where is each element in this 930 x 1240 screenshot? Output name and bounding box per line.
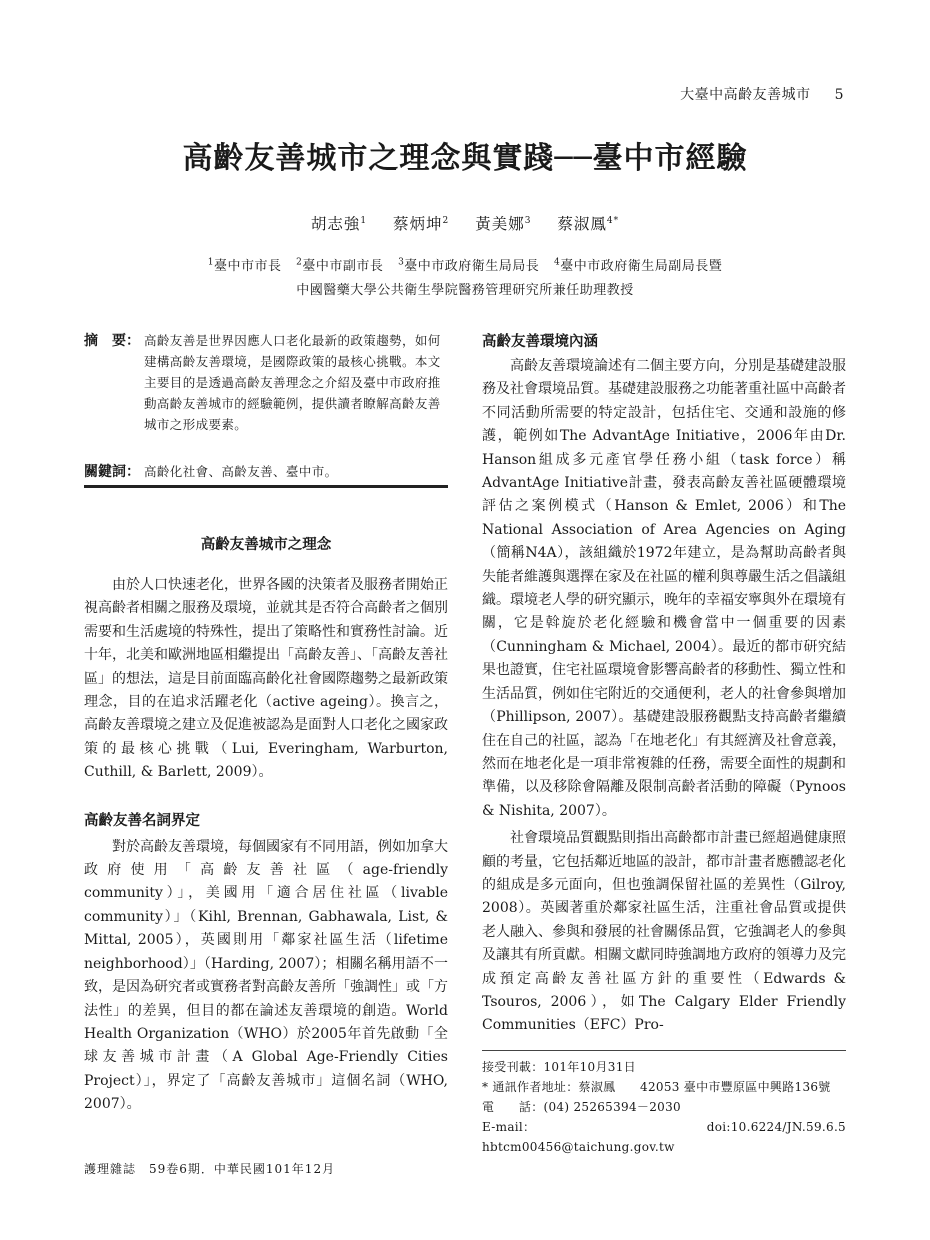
running-header	[680, 84, 844, 104]
email-doi-line	[482, 1117, 846, 1157]
paragraph-concept: 由於人口快速老化，世界各國的決策者及服務者開始正視高齡者相關之服務及環境，並就其是否符合高齡者之個別需要和生活處境的特殊性，提出了策略性和實務性討論。近十年，北美和歐洲地區相繼提出「高齡友善」、「高齡友善社區」的想法，這是目前面臨高齡化社會國際趨勢之最新政策理念，目的在追求活躍老化（active ageing）。換言之，高齡友善環境之建立及促進被認為是面對人口老化之國家政策的最核心挑戰（Lui, Everingham, Warburton, Cuthill, & Barlett, 2009）。	[84, 577, 448, 781]
affiliation-1: $^1$臺中市市長	[207, 257, 282, 274]
author-4: 蔡淑鳳$^{4*}$	[557, 215, 620, 233]
footnotes	[482, 1057, 846, 1157]
section-title-concept: 高齡友善城市之理念	[200, 537, 332, 553]
page-number: 5	[834, 87, 844, 103]
section-title-terminology: 高齡友善名詞界定	[84, 812, 200, 829]
left-column	[84, 533, 448, 1117]
running-title: 大臺中高齡友善城市	[680, 87, 811, 103]
paragraph-terminology: 對於高齡友善環境，每個國家有不同用語，例如加拿大政府使用「高齡友善社區（age-friendly community）」，美國用「適合居住社區（livable community）」（Kihl, Brennan, Gabhawala, List, & Mittal, 2005），英國則用「鄰家社區生活（lifetime neighborhood）」（Harding, 2007）；相關名稱用語不一致，是因為研究者或實務者對高齡友善所「強調性」或「方法性」的差異，但目的都在論述友善環境的創造。World Health Organization（WHO）於2005年首先啟動「全球友善城市計畫（A Global Age-Friendly Cities Project）」，界定了「高齡友善城市」這個名詞（WHO, 2007）。	[84, 838, 448, 1113]
affiliation-2: $^2$臺中市副市長	[296, 257, 384, 274]
footnote-rule	[482, 1050, 846, 1051]
correspondence-address: * 通訊作者地址：蔡淑鳳 42053 臺中市豐原區中興路136號	[482, 1080, 831, 1094]
affiliations	[0, 255, 930, 303]
paragraph-environment-2: 社會環境品質觀點則指出高齡都市計畫已經超過健康照顧的考量，它包括鄰近地區的設計，都市計畫者應體認老化的組成是多元面向，但也強調保留社區的差異性（Gilroy, 2008）。英國著重於鄰家社區生活，注重社會品質或提供老人融入、參與和發展的社會關係品質，它強調老人的參與及讓其有所貢獻。相關文獻同時強調地方政府的領導力及完成預定高齡友善社區方針的重要性（Edwards & Tsouros, 2006），如The Calgary Elder Friendly Communities（EFC）Pro-	[482, 830, 846, 1034]
author-2: 蔡炳坤$^2$	[393, 215, 450, 233]
abstract-label: 摘 要：	[84, 333, 140, 349]
journal-footer: 護理雜誌 59卷6期．中華民國101年12月	[84, 1162, 336, 1176]
keywords-label: 關鍵詞：	[84, 464, 140, 480]
author-3: 黃美娜$^3$	[475, 215, 532, 233]
right-column	[482, 330, 846, 1038]
abstract-text: 高齡友善是世界因應人口老化最新的政策趨勢，如何建構高齡友善環境，是國際政策的最核心挑戰。本文主要目的是透過高齡友善理念之介紹及臺中市政府推動高齡友善城市的經驗範例，提供讀者瞭解高齡友善城市之形成要素。	[144, 333, 441, 432]
email: E-mail：hbtcm00456@taichung.gov.tw	[482, 1120, 675, 1154]
author-1: 胡志強$^1$	[310, 215, 368, 233]
affiliation-4: $^4$臺中市政府衛生局副局長暨	[553, 257, 723, 274]
received-date: 接受刊載：101年10月31日	[482, 1060, 636, 1074]
phone: 電 話：(04) 25265394－2030	[482, 1100, 681, 1114]
affiliation-3: $^3$臺中市政府衛生局局長	[398, 257, 540, 274]
affiliation-line-1	[0, 255, 930, 279]
affiliation-line-2: 中國醫藥大學公共衛生學院醫務管理研究所兼任助理教授	[296, 283, 634, 298]
paper-title: 高齡友善城市之理念與實踐──臺中市經驗	[182, 141, 748, 176]
abstract-divider	[84, 485, 448, 488]
doi: doi:10.6224/JN.59.6.5	[706, 1120, 846, 1134]
paragraph-environment-1: 高齡友善環境論述有二個主要方向，分別是基礎建設服務及社會環境品質。基礎建設服務之功能著重社區中高齡者不同活動所需要的特定設計，包括住宅、交通和設施的修護，範例如The AdvantAge Initiative，2006年由Dr. Hanson組成多元產官學任務小組（task force）稱AdvantAge Initiative計畫，發表高齡友善社區硬體環境評估之案例模式（Hanson & Emlet, 2006）和The National Association of Area Agencies on Aging（簡稱N4A），該組織於1972年建立，是為幫助高齡者與失能者維護與選擇在家及在社區的權利與尊嚴生活之倡議組織。環境老人學的研究顯示，晚年的幸福安寧與外在環境有關，它是斡旋於老化經驗和機會當中一個重要的因素（Cunningham & Michael, 2004）。最近的都市研究結果也證實，住宅社區環境會影響高齡者的移動性、獨立性和生活品質，例如住宅附近的交通便利，老人的社會參與增加（Phillipson, 2007）。基礎建設服務觀點支持高齡者繼續住在自己的社區，認為「在地老化」有其經濟及社會意義，然而在地老化是一項非常複雜的任務，需要全面性的規劃和準備，以及移除會隔離及限制高齡者活動的障礙（Pynoos & Nishita, 2007）。	[482, 358, 846, 819]
abstract	[84, 330, 448, 435]
section-title-environment: 高齡友善環境內涵	[482, 334, 598, 350]
author-list	[0, 212, 930, 234]
keywords-text: 高齡化社會、高齡友善、臺中市。	[144, 464, 338, 479]
keywords	[84, 461, 448, 482]
